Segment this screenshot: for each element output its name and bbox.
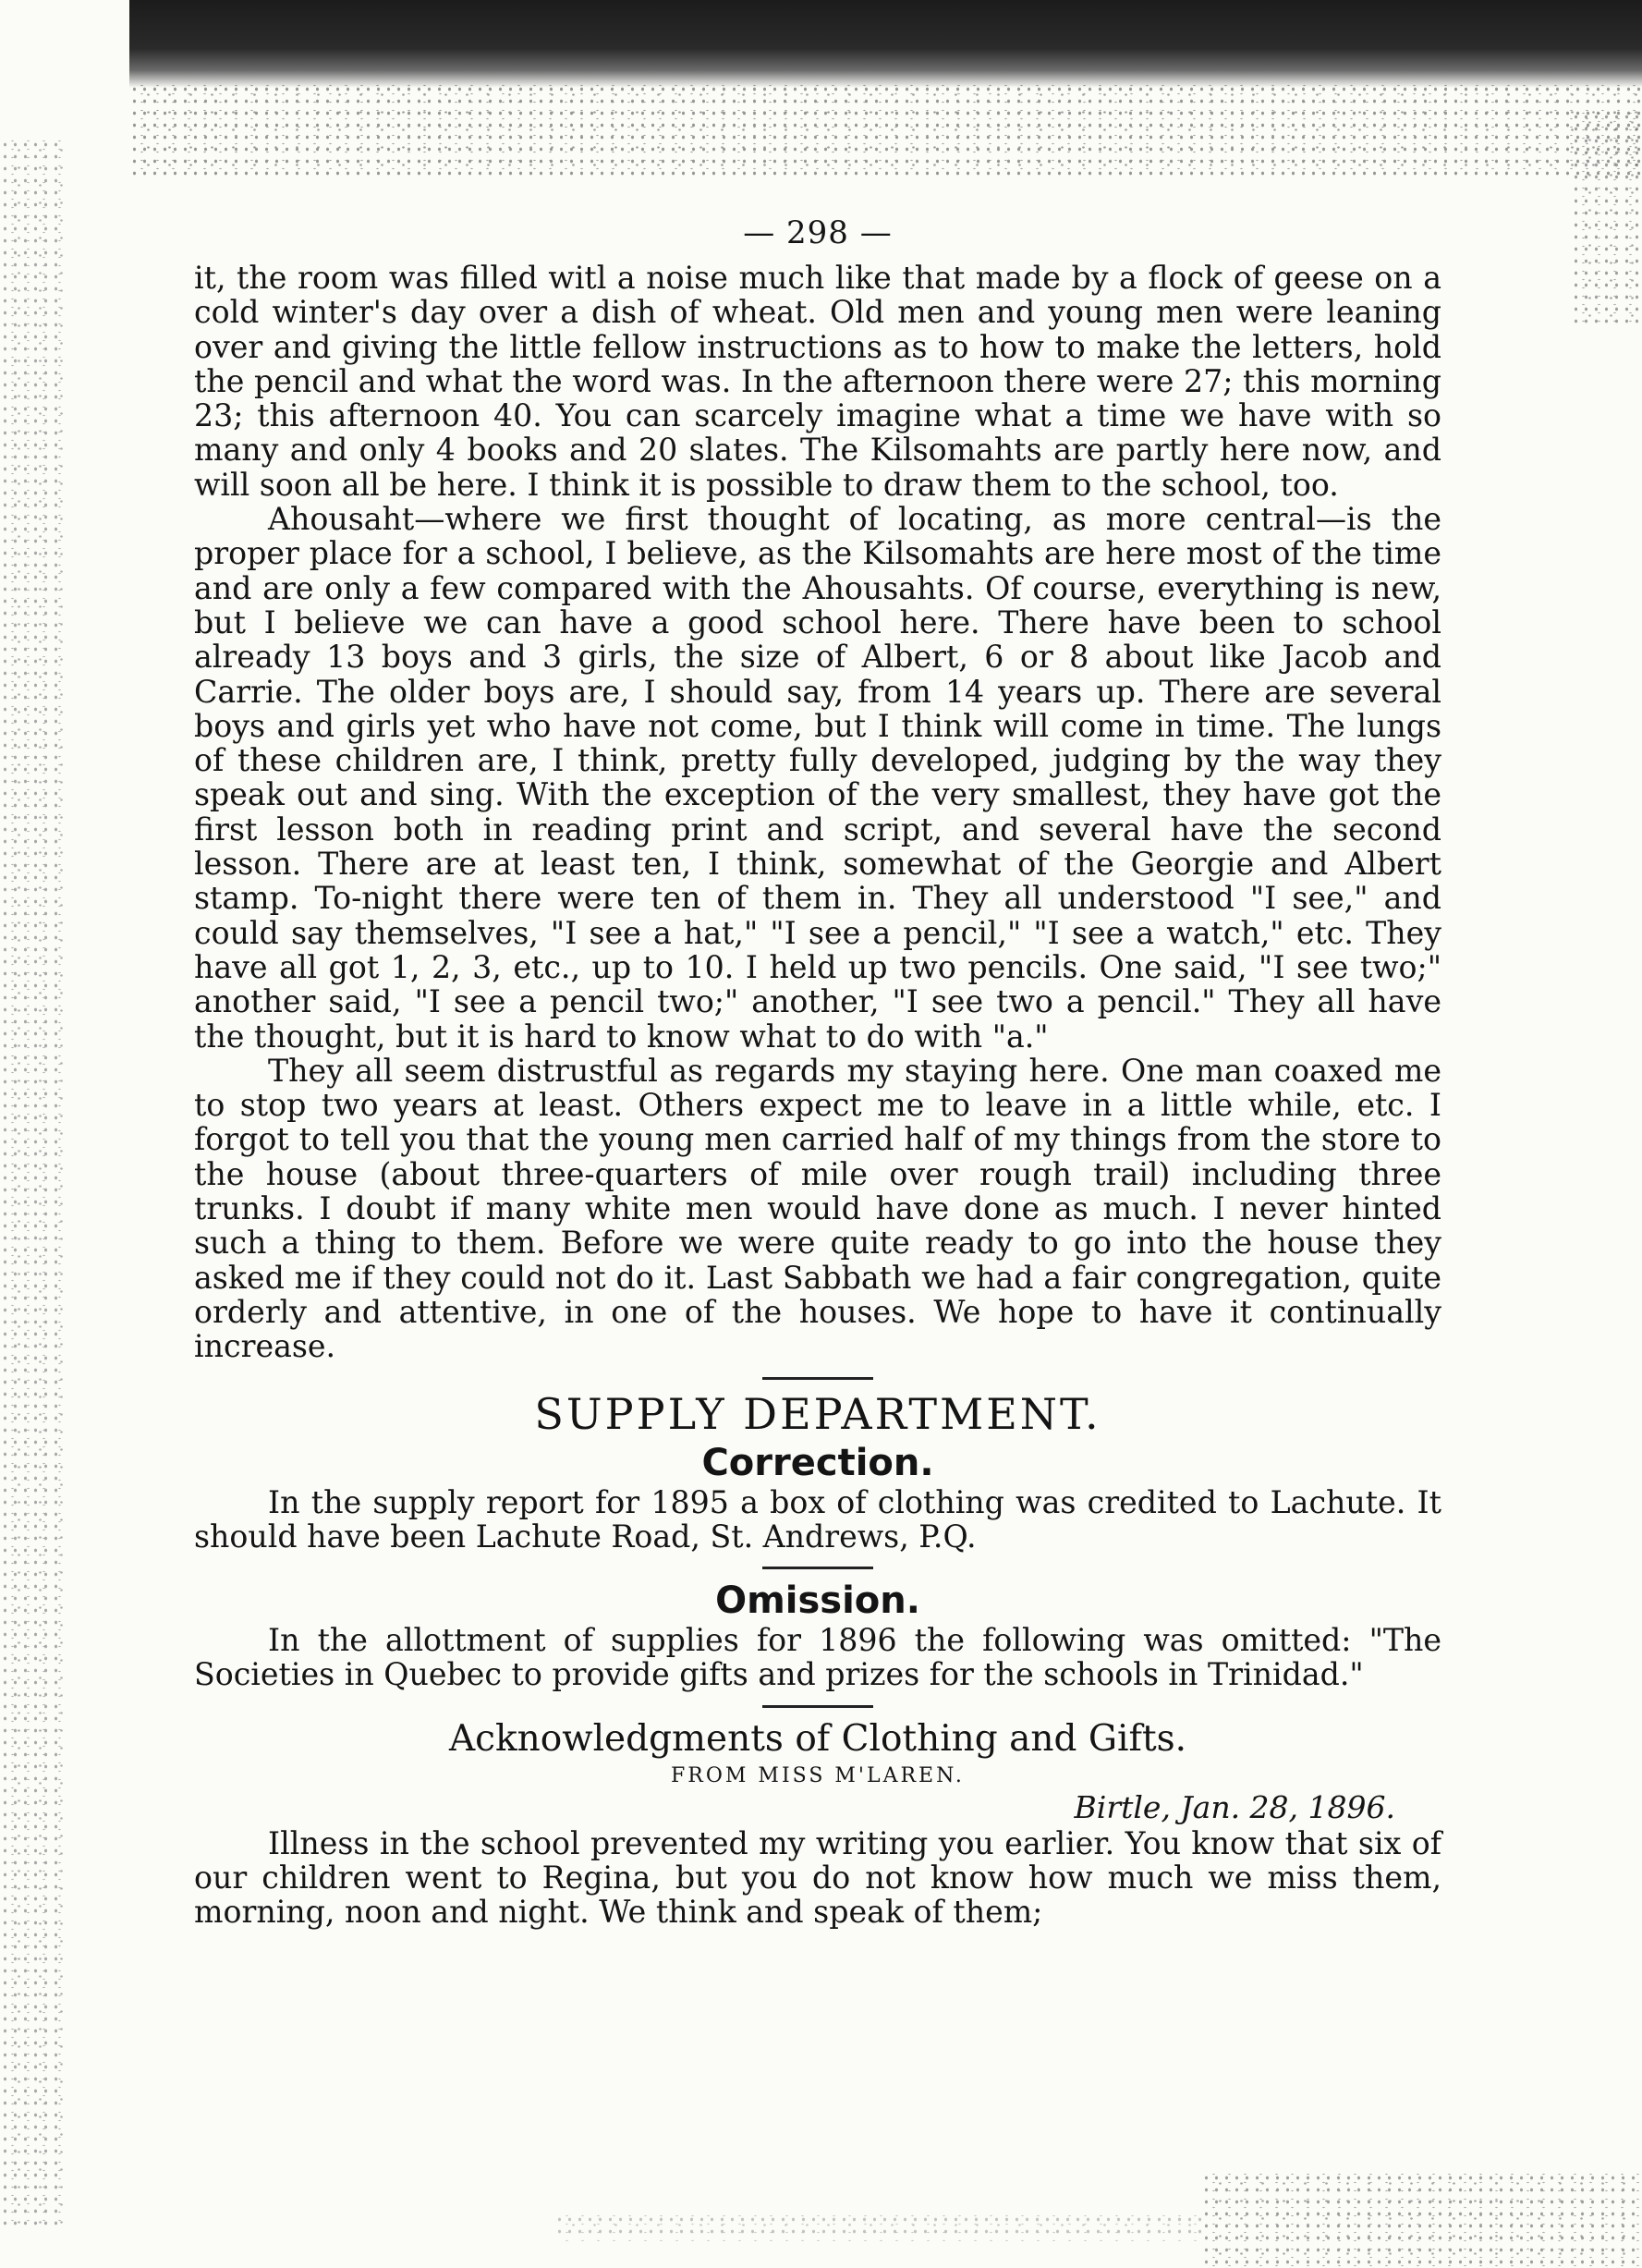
- scan-noise-bottom-strip: [554, 2213, 1201, 2241]
- supply-department-title: SUPPLY DEPARTMENT.: [534, 1388, 1101, 1439]
- scan-noise-bottom: [1201, 2172, 1642, 2268]
- section-rule: [762, 1377, 873, 1380]
- letter-paragraph-1: it, the room was filled witl a noise much like that made by a flock of geese on a cold winter's day over a dish of wheat. Old men and young men were leaning over and giving the little fellow instructions as to how to make the letters, hold the pencil and what the word was. In the afternoon there were 27; this morning 23; this afternoon 40. You can scarcely imagine what a time we have with so many and only 4 books and 20 slates. The Kilsomahts are partly here now, and will soon all be here. I think it is possible to draw them to the school, too.: [194, 260, 1441, 503]
- section-rule: [762, 1705, 873, 1708]
- acknowledgments-byline: FROM MISS M'LAREN.: [671, 1763, 965, 1787]
- scan-noise-left: [0, 139, 65, 2227]
- scan-noise-top: [129, 83, 1642, 176]
- scan-top-edge: [129, 0, 1642, 88]
- letter-paragraph-2: Ahousaht—where we first thought of locating, as more central—is the proper place for a school, I believe, as the Kilsomahts are here most of the time and are only a few compared with the Ahousahts. Of course, everything is new, but I believe we can have a good school here. There have been to school already 13 boys and 3 girls, the size of Albert, 6 or 8 about like Jacob and Carrie. The older boys are, I should say, from 14 years up. There are several boys and girls yet who have not come, but I think will come in time. The lungs of these children are, I think, pretty fully developed, judging by the way they speak out and sing. With the exception of the very smallest, they have got the first lesson both in reading print and script, and several have the second lesson. There are at least ten, I think, somewhat of the Georgie and Albert stamp. To-night there were ten of them in. They all understood "I see," and could say themselves, "I see a hat," "I see a pencil," "I see a watch," etc. They have all got 1, 2, 3, etc., up to 10. I held up two pencils. One said, "I see two;" another said, "I see a pencil two;" another, "I see two a pencil." They all have the thought, but it is hard to know what to do with "a.": [194, 501, 1441, 1055]
- letter-dateline: Birtle, Jan. 28, 1896.: [1074, 1788, 1395, 1825]
- page-number: — 298 —: [743, 214, 893, 251]
- letter-paragraph-3: They all seem distrustful as regards my staying here. One man coaxed me to stop two years at least. Others expect me to leave in a little while, etc. I forgot to tell you that the young men carried half of my things from the store to the house (about three-quarters of mile over rough trail) including three trunks. I doubt if many white men would have done as much. I never hinted such a thing to them. Before we were quite ready to go into the house they asked me if they could not do it. Last Sabbath we had a fair congregation, quite orderly and attentive, in one of the houses. We hope to have it continually increase.: [194, 1052, 1441, 1365]
- page-body: [194, 205, 1441, 1930]
- acknowledgments-text: Illness in the school prevented my writing you earlier. You know that six of our children went to Regina, but you do not know how much we miss them, morning, noon and night. We think and speak of them;: [194, 1824, 1441, 1931]
- omission-text: In the allottment of supplies for 1896 the following was omitted: "The Societies in Quebec to provide gifts and prizes for the schools in Trinidad.": [194, 1622, 1441, 1693]
- correction-heading: Correction.: [701, 1441, 934, 1484]
- omission-heading: Omission.: [715, 1579, 920, 1623]
- acknowledgments-heading: Acknowledgments of Clothing and Gifts.: [448, 1717, 1187, 1760]
- correction-text: In the supply report for 1895 a box of clothing was credited to Lachute. It should have been Lachute Road, St. Andrews, P.Q.: [194, 1483, 1441, 1555]
- section-rule: [762, 1567, 873, 1569]
- scan-noise-right: [1571, 111, 1642, 323]
